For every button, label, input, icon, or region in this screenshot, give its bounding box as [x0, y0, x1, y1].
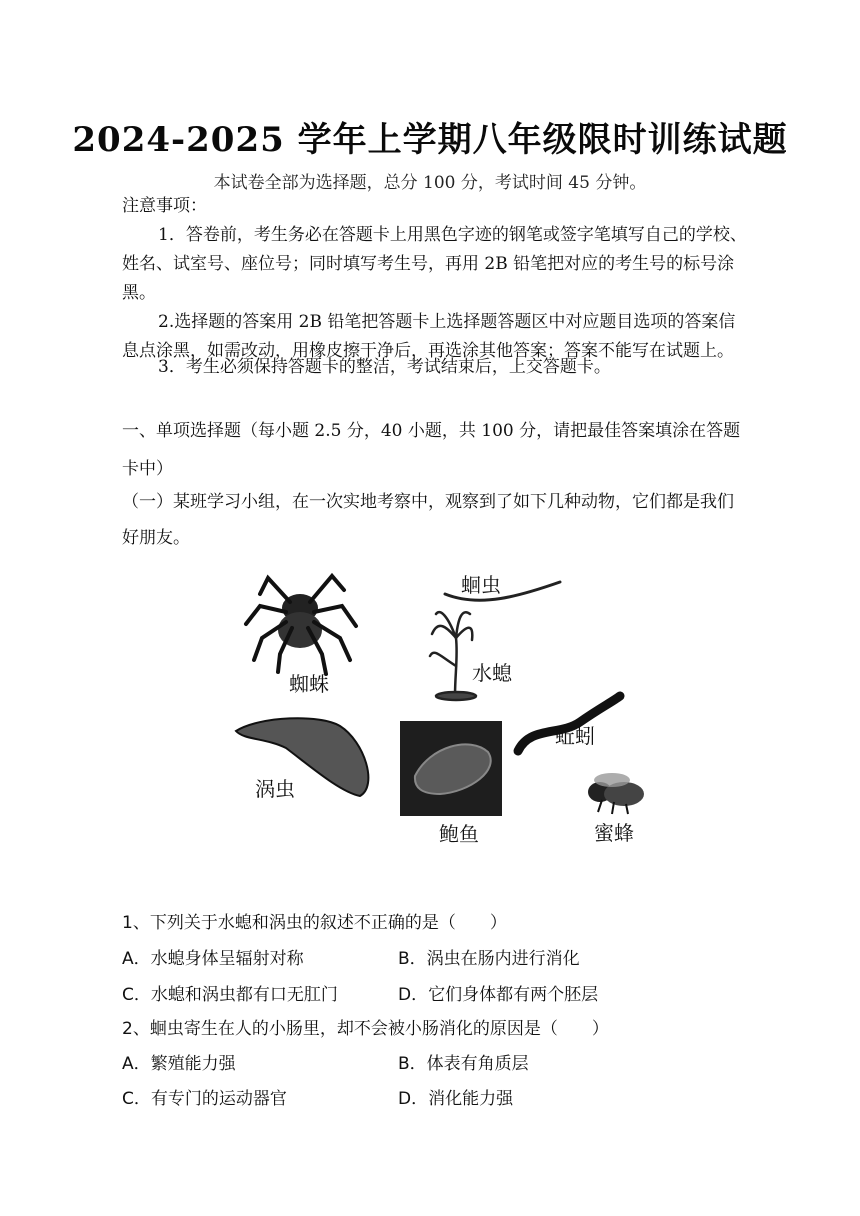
earthworm-label: 蚯蚓 — [555, 724, 595, 748]
bee-image — [588, 773, 644, 814]
exam-subtitle: 本试卷全部为选择题，总分 100 分，考试时间 45 分钟。 — [213, 173, 647, 193]
question-1-option-a: A．水螅身体呈辐射对称 — [122, 949, 304, 969]
notice-item-2: 2.选择题的答案用 2B 铅笔把答题卡上选择题答题区中对应题目选项的答案信息点涂黑，如需改动，用橡皮擦干净后，再选涂其他答案；答案不能写在试题上。 — [122, 312, 736, 361]
abalone-label: 鲍鱼 — [439, 822, 479, 846]
notice-item-3: 3．考生必须保持答题卡的整洁，考试结束后，上交答题卡。 — [158, 357, 611, 377]
animals-illustration — [200, 556, 670, 856]
question-1-option-b: B．涡虫在肠内进行消化 — [398, 949, 580, 969]
question-2-option-a: A．繁殖能力强 — [122, 1054, 236, 1074]
question-2-option-d: D．消化能力强 — [398, 1089, 514, 1109]
spider-image — [246, 576, 356, 674]
roundworm-label: 蛔虫 — [461, 573, 501, 597]
notice-heading: 注意事项： — [122, 196, 207, 216]
spider-label: 蜘蛛 — [289, 672, 329, 696]
question-1-option-c: C．水螅和涡虫都有口无肛门 — [122, 985, 338, 1005]
question-1-stem: 1、下列关于水螅和涡虫的叙述不正确的是（ ） — [122, 913, 507, 933]
question-1-option-d: D．它们身体都有两个胚层 — [398, 985, 599, 1005]
hydra-label: 水螅 — [472, 661, 512, 685]
section-heading: 一、单项选择题（每小题 2.5 分，40 小题，共 100 分，请把最佳答案填涂在答题卡中） — [122, 421, 741, 479]
animals-figure — [200, 556, 670, 856]
section-intro: （一）某班学习小组，在一次实地考察中，观察到了如下几种动物，它们都是我们好朋友。 — [122, 492, 734, 548]
question-2-stem: 2、蛔虫寄生在人的小肠里，却不会被小肠消化的原因是（ ） — [122, 1019, 609, 1039]
question-2-option-c: C．有专门的运动器官 — [122, 1089, 287, 1109]
page-title: 2024-2025 学年上学期八年级限时训练试题 — [72, 120, 788, 160]
hydra-image — [430, 612, 476, 700]
planarian-label: 涡虫 — [255, 777, 295, 801]
question-2-option-b: B．体表有角质层 — [398, 1054, 529, 1074]
notice-item-1: 1．答卷前，考生务必在答题卡上用黑色字迹的钢笔或签字笔填写自己的学校、姓名、试室号、座位号；同时填写考生号，再用 2B 铅笔把对应的考生号的标号涂黑。 — [122, 225, 747, 303]
bee-label: 蜜蜂 — [594, 821, 634, 845]
